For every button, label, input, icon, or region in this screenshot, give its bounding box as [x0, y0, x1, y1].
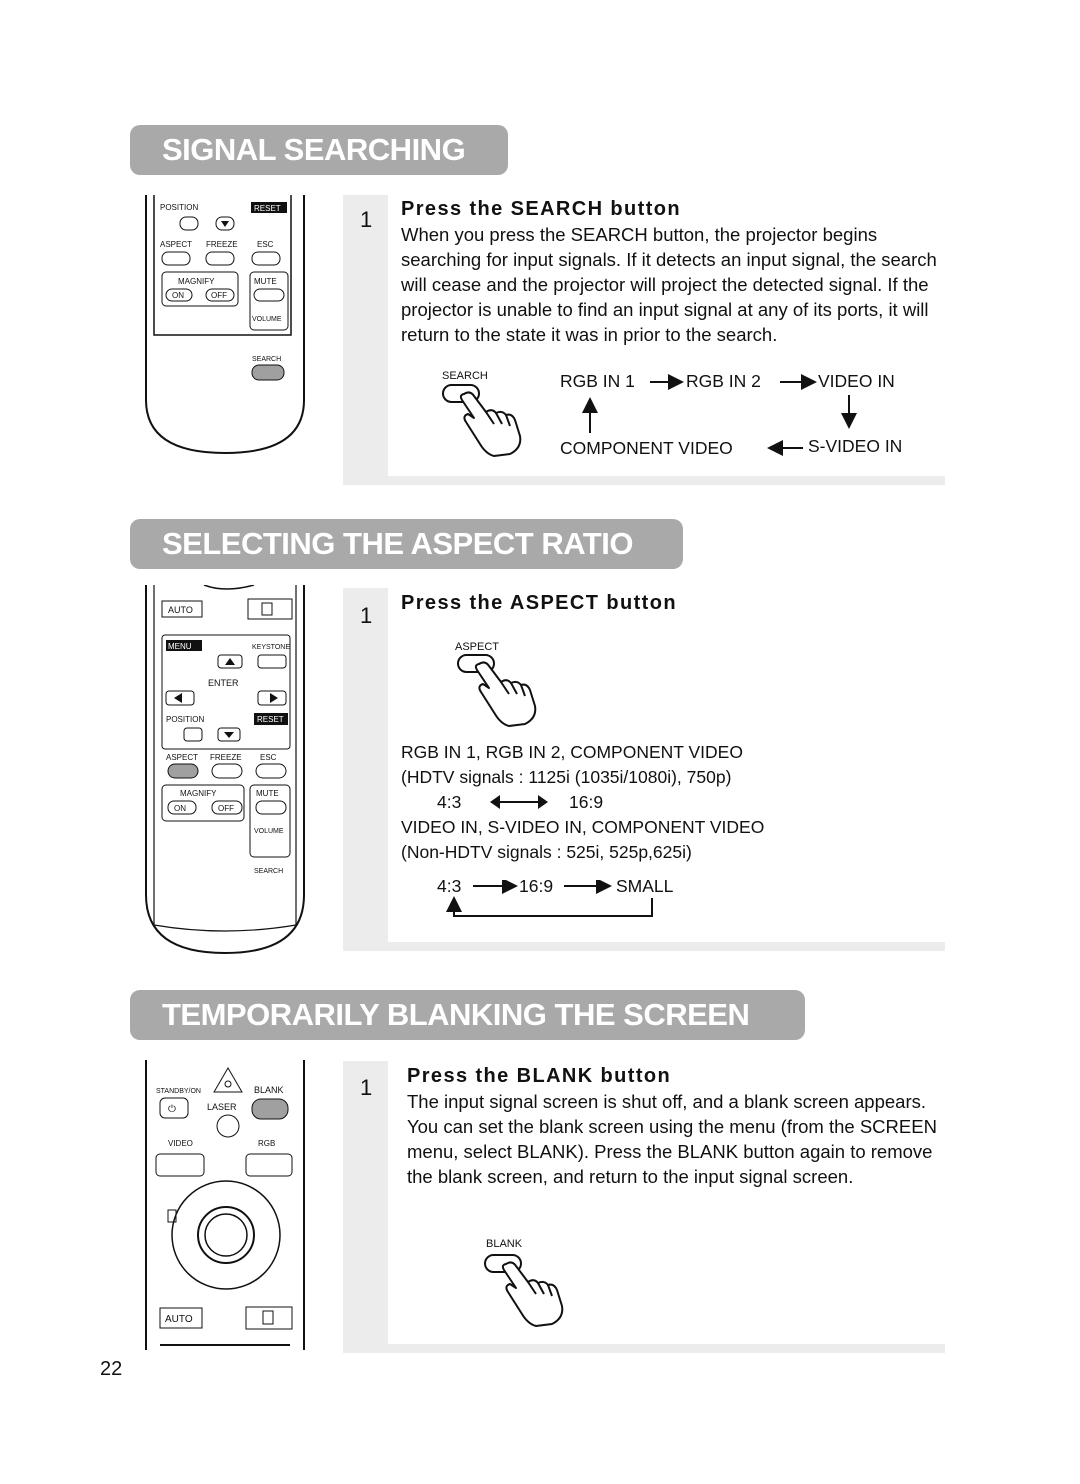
cycle-4-3: 4:3 [437, 876, 462, 896]
remote-label-rgb: RGB [258, 1139, 276, 1148]
step-body-search: When you press the SEARCH button, the projector begins searching for input signals. If it detects an input signal, the search will cease and the projector will project the detected signal. If the projector is unable to find an input signal at any of its ports, it will return to the state it was in prior to the search. [401, 224, 937, 345]
remote-label-mute: MUTE [254, 277, 277, 286]
remote-label-reset: RESET [257, 715, 284, 724]
remote-label-video: VIDEO [168, 1139, 193, 1148]
cycle-16-9: 16:9 [519, 876, 554, 896]
remote-label-menu: MENU [168, 642, 192, 651]
flow-video-in: VIDEO IN [818, 371, 895, 391]
pointing-hand-icon [455, 652, 540, 727]
pointing-hand-icon [482, 1252, 567, 1327]
search-button-label: SEARCH [442, 370, 488, 382]
double-arrow-icon [490, 793, 548, 811]
remote-label-enter: ENTER [208, 678, 239, 688]
remote-label-search: SEARCH [254, 868, 284, 875]
section-title-signal-searching: SIGNAL SEARCHING [130, 125, 508, 175]
remote-label-freeze: FREEZE [210, 753, 242, 762]
flow-rgb-in-1: RGB IN 1 [560, 371, 635, 391]
remote-label-position: POSITION [160, 203, 199, 212]
remote-label-keystone: KEYSTONE [252, 644, 290, 651]
aspect-button-highlight [168, 764, 198, 778]
aspect-ratio-4-3: 4:3 [437, 792, 462, 812]
blank-button-highlight [252, 1099, 288, 1119]
remote-label-auto: AUTO [165, 1314, 193, 1325]
remote-label-position: POSITION [166, 715, 205, 724]
remote-label-volume: VOLUME [254, 828, 284, 835]
remote-label-standby: STANDBY/ON [156, 1088, 201, 1095]
blank-button-label: BLANK [486, 1238, 523, 1250]
aspect-line-video: VIDEO IN, S-VIDEO IN, COMPONENT VIDEO [401, 817, 765, 837]
step-number: 1 [360, 207, 373, 232]
remote-label-freeze: FREEZE [206, 240, 238, 249]
remote-label-magnify: MAGNIFY [178, 277, 215, 286]
remote-illustration-search [140, 195, 310, 455]
aspect-line-hdtv: (HDTV signals : 1125i (1035i/1080i), 750p) [401, 767, 732, 787]
remote-label-on: ON [174, 804, 186, 813]
remote-illustration-blank [140, 1060, 310, 1350]
remote-label-reset: RESET [254, 204, 281, 213]
remote-label-blank: BLANK [254, 1085, 284, 1095]
step-body-blank: The input signal screen is shut off, and a blank screen appears. You can set the blank screen using the menu (from the SCREEN menu, select BLANK). Press the BLANK button again to remove the blank screen, and return to the input signal screen. [407, 1091, 937, 1187]
remote-label-aspect: ASPECT [166, 753, 199, 762]
section-title-blanking: TEMPORARILY BLANKING THE SCREEN [130, 990, 805, 1040]
flow-component-video: COMPONENT VIDEO [560, 438, 733, 458]
aspect-button-label: ASPECT [455, 641, 500, 653]
svg-text:⏻: ⏻ [168, 1104, 176, 1115]
remote-label-off: OFF [211, 291, 227, 300]
pointing-hand-icon [440, 382, 525, 457]
remote-label-magnify: MAGNIFY [180, 789, 217, 798]
remote-label-search: SEARCH [252, 356, 282, 363]
search-flow-arrows [555, 365, 935, 465]
flow-rgb-in-2: RGB IN 2 [686, 371, 761, 391]
section-title-aspect-ratio: SELECTING THE ASPECT RATIO [130, 519, 683, 569]
remote-label-on: ON [172, 291, 184, 300]
aspect-cycle-arrows [440, 880, 670, 924]
aspect-line-rgb: RGB IN 1, RGB IN 2, COMPONENT VIDEO [401, 742, 743, 762]
remote-label-esc: ESC [260, 753, 277, 762]
step-heading-blank: Press the BLANK button [407, 1065, 672, 1087]
remote-label-esc: ESC [257, 240, 274, 249]
aspect-ratio-16-9: 16:9 [569, 792, 604, 812]
flow-s-video-in: S-VIDEO IN [808, 436, 903, 456]
step-number: 1 [360, 1075, 373, 1100]
step-heading-search: Press the SEARCH button [401, 198, 682, 220]
remote-label-volume: VOLUME [252, 316, 282, 323]
remote-label-off: OFF [218, 804, 234, 813]
remote-label-auto: AUTO [168, 605, 193, 615]
aspect-line-non-hdtv: (Non-HDTV signals : 525i, 525p,625i) [401, 842, 692, 862]
page-number: 22 [100, 1358, 123, 1380]
remote-label-mute: MUTE [256, 789, 279, 798]
step-heading-aspect: Press the ASPECT button [401, 592, 677, 614]
cycle-small: SMALL [616, 876, 674, 896]
step-number: 1 [360, 603, 373, 628]
remote-label-aspect: ASPECT [160, 240, 193, 249]
remote-label-laser: LASER [207, 1102, 237, 1112]
remote-illustration-aspect [140, 585, 310, 955]
